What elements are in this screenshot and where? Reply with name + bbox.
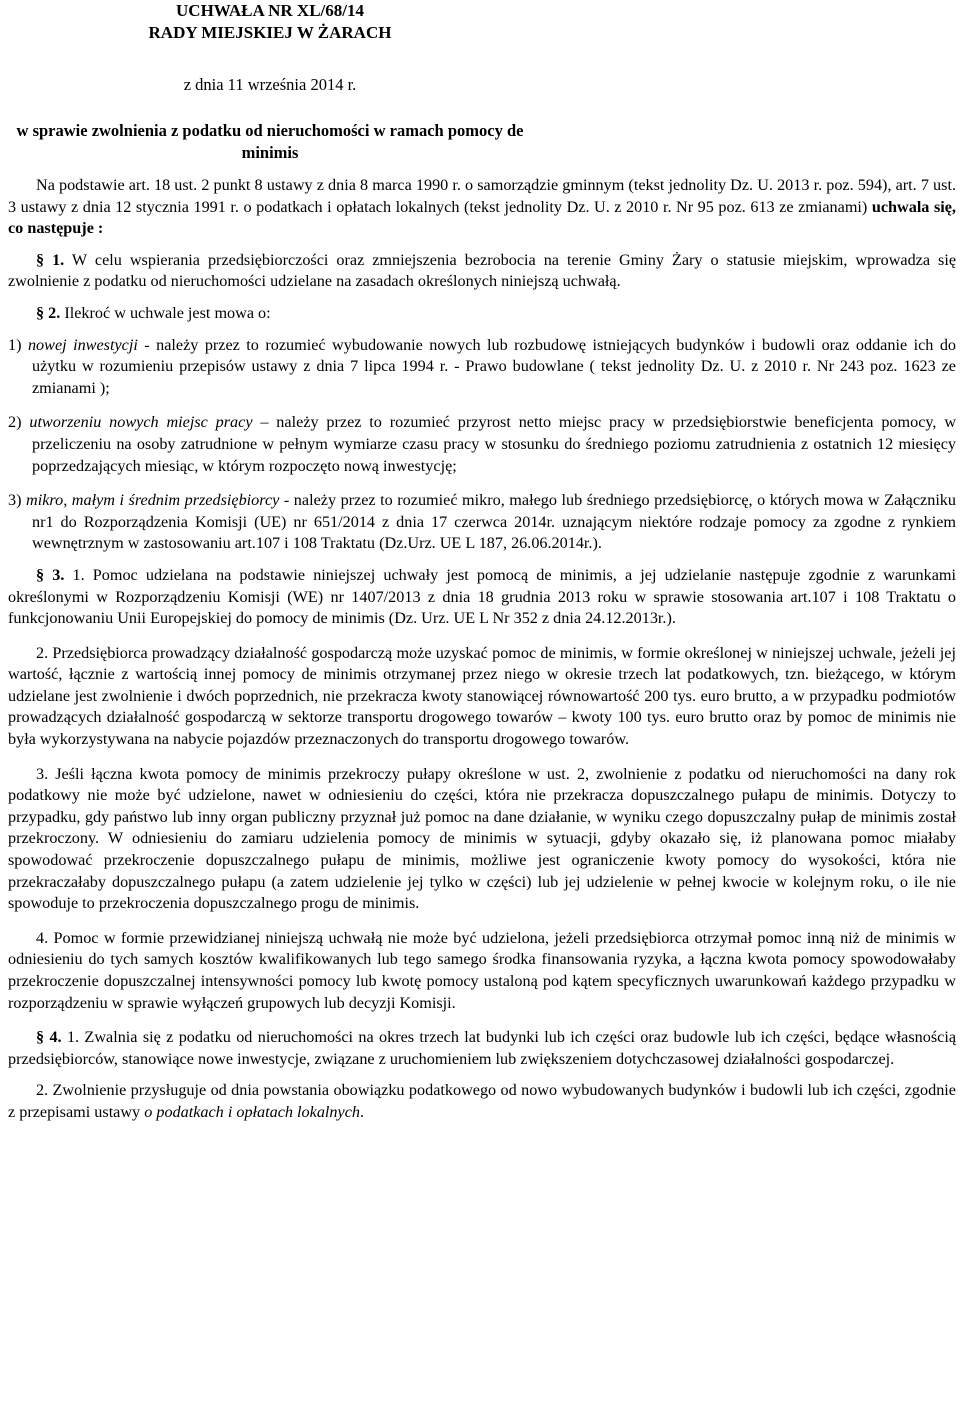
section-4-p2-end: .: [359, 1102, 365, 1121]
section-2-number: § 2.: [36, 303, 61, 322]
section-1-text: W celu wspierania przedsiębiorczości oraz zmniejszenia bezrobocia na terenie Gminy Żary o statusie miejskim, wprowadza się zwolnienie z podatku od nieruchomości udzielane na zasadach określonych niniejszą uchwałą.: [8, 250, 956, 291]
resolution-number: UCHWAŁA NR XL/68/14: [176, 1, 364, 20]
definition-number: 1): [8, 335, 28, 354]
section-1: [8, 250, 956, 293]
section-2-intro-text: Ilekroć w uchwale jest mowa o:: [60, 303, 271, 322]
definition-term: utworzeniu nowych miejsc pracy: [29, 413, 253, 432]
definition-item: [8, 490, 956, 555]
section-3-paragraph-2: 2. Przedsiębiorca prowadzący działalność gospodarczą może uzyskać pomoc de minimis, w formie określonej w niniejszej uchwale, jeżeli jej wartość, łącznie z wartością innej pomocy de minimis otrzymanej przez niego w okresie trzech lat podatkowych, tzn. bieżącego, w którym udzielane jest zwolnienie i dwóch poprzednich, nie przekracza kwoty stanowiącej równowartość 200 tys. euro brutto, a w przypadku podmiotów prowadzących działalność gospodarczą w sektorze transportu drogowego towarów – kwoty 100 tys. euro brutto oraz by pomoc de minimis nie była wykorzystywana na nabycie pojazdów przeznaczonych do transportu drogowego towarów.: [8, 643, 956, 749]
section-3-paragraph-4: 4. Pomoc w formie przewidzianej niniejszą uchwałą nie może być udzielona, jeżeli przedsiębiorca otrzymał pomoc inną niż de minimis w odniesieniu do tych samych kosztów kwalifikowanych lub tego samego środka finansowania ryzyka, a łączna kwota pomocy spowodowałaby przekroczenie dopuszczalnej intensywności pomocy lub kwotę pomocy ustaloną pod kątem specyficznych uwarunkowań każdego przypadku w rozporządzeniu w sprawie wyłączeń grupowych lub decyzji Komisji.: [8, 928, 956, 1012]
section-4-paragraph-2: [8, 1080, 956, 1123]
definition-text: - należy przez to rozumieć mikro, małego lub średniego przedsiębiorcę, o których mowa w Załączniku nr1 do Rozporządzenia Komisji (UE) nr 651/2014 z dnia 17 czerwca 2014r. uznającym niektóre rodzaje pomocy za zgodne z rynkiem wewnętrznym w zastosowaniu art.107 i 108 Traktatu (Dz.Urz. UE L 187, 26.06.2014r.).: [32, 491, 956, 553]
resolution-subject: w sprawie zwolnienia z podatku od nieruchomości w ramach pomocy de minimis: [16, 121, 524, 162]
section-3-paragraph-3: 3. Jeśli łączna kwota pomocy de minimis przekroczy pułapy określone w ust. 2, zwolnienie z podatku od nieruchomości na dany rok podatkowy nie może być udzielone, nawet w odniesieniu do części, która nie przekracza dopuszczalnego pułapu de minimis. Dotyczy to przypadku, gdy państwo lub inny organ publiczny przyznał już pomoc na dane działanie, w wyniku czego dopuszczalny pułap de minimis został przekroczony. W odniesieniu do zamiaru udzielenia pomocy de minimis w sytuacji, gdyby okazało się, iż planowana pomoc miałaby spowodować przekroczenie dopuszczalnego pułapu de minimis, możliwe jest ograniczenie kwoty pomocy do wysokości, która nie przekraczałaby dopuszczalnego pułapu (a zatem udzielenie jej tylko w części) lub jej udzielenie w pełnej kwocie w kolejnym roku, o ile nie spowoduje to przekroczenia dopuszczalnego progu de minimis.: [8, 764, 956, 913]
act-title: o podatkach i opłatach lokalnych: [144, 1102, 360, 1121]
definition-number: 2): [8, 413, 30, 432]
section-1-number: § 1.: [36, 250, 65, 269]
document-body: [8, 175, 956, 1124]
definition-term: nowej inwestycji: [27, 335, 138, 354]
definition-item: [8, 412, 956, 477]
definition-item: [8, 335, 956, 400]
section-4-text: 1. Zwalnia się z podatku od nieruchomości na okres trzech lat budynki lub ich części oraz budowle lub ich części, będące własnością przedsiębiorców, stanowiące nowe inwestycje, związane z uruchomieniem lub zwiększeniem dotychczasowej działalności gospodarczej.: [8, 1028, 956, 1068]
preamble-text: Na podstawie art. 18 ust. 2 punkt 8 ustawy z dnia 8 marca 1990 r. o samorządzie gminnym (tekst jednolity Dz. U. 2013 r. poz. 594), art. 7 ust. 3 ustawy z dnia 12 stycznia 1991 r. o podatkach i opłatach lokalnych (tekst jednolity Dz. U. z 2010 r. Nr 95 poz. 613 ze zmianami): [8, 176, 956, 216]
resolution-date: z dnia 11 września 2014 r.: [183, 75, 357, 94]
council-name: RADY MIEJSKIEJ W ŻARACH: [148, 23, 392, 42]
definition-number: 3): [8, 491, 27, 510]
definition-text: – należy przez to rozumieć przyrost netto miejsc pracy w przedsiębiorstwie beneficjenta pomocy, w przeliczeniu na osoby zatrudnione w pełnym wymiarze czasu pracy w stosunku do średniego poziomu zatrudnienia z ostatnich 12 miesięcy poprzedzających miesiąc, w którym rozpoczęto nową inwestycję;: [32, 413, 957, 475]
section-3-text: 1. Pomoc udzielana na podstawie niniejszej uchwały jest pomocą de minimis, a jej udzielanie następuje zgodnie z warunkami określonymi w Rozporządzeniu Komisji (WE) nr 1407/2013 z dnia 18 grudnia 2013 roku w sprawie stosowania art.107 i 108 Traktatu o funkcjonowaniu Unii Europejskiej do pomocy de minimis (Dz. Urz. UE L Nr 352 z dnia 24.12.2013r.).: [8, 565, 957, 628]
section-4-number: § 4.: [36, 1028, 62, 1047]
section-4-p2-text: 2. Zwolnienie przysługuje od dnia powstania obowiązku podatkowego od nowo wybudowanych budynków i budowli lub ich części, zgodnie z przepisami ustawy: [8, 1081, 956, 1121]
definition-text: - należy przez to rozumieć wybudowanie nowych lub rozbudowę istniejących budynków i budowli oraz oddanie ich do użytku w rozumieniu przepisów ustawy z dnia 7 lipca 1994 r. - Prawo budowlane ( tekst jednolity Dz. U. z 2010 r. Nr 243 poz. 1623 ze zmianami );: [32, 335, 957, 397]
preamble-enactment: uchwala się, co następuje :: [8, 197, 956, 238]
section-2-intro: [8, 303, 956, 325]
section-3-paragraph-1: [8, 565, 956, 630]
preamble: [8, 175, 956, 240]
definition-term: mikro, małym i średnim przedsiębiorcy: [26, 491, 280, 510]
section-3-number: § 3.: [36, 565, 65, 584]
section-4-paragraph-1: [8, 1027, 956, 1070]
